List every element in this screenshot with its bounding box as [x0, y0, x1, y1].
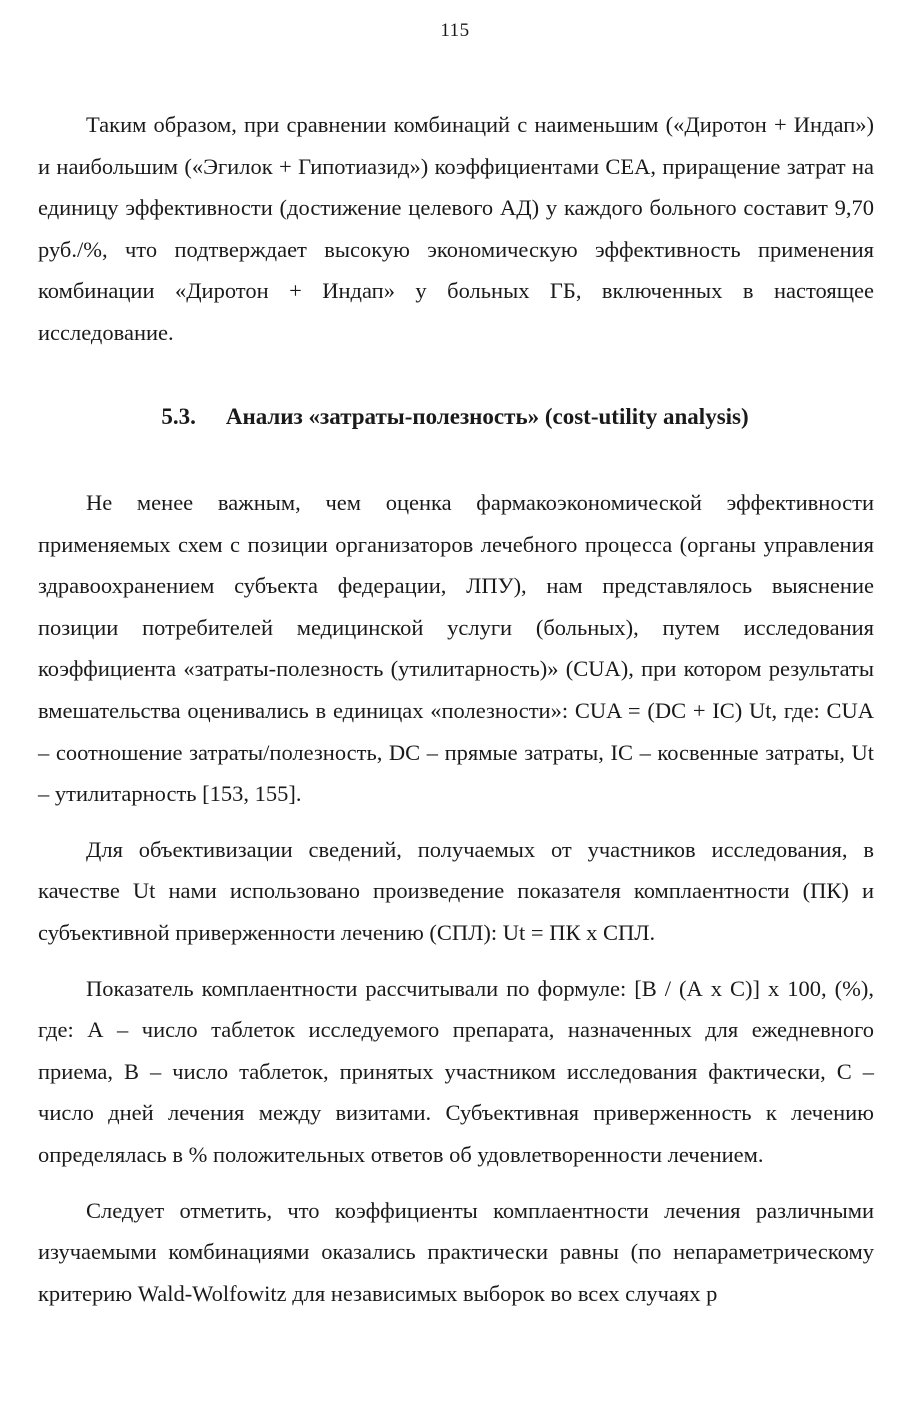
paragraph-conclusion: Таким образом, при сравнении комбинаций с наименьшим («Диротон + Индап») и наибольшим («Эгилок + Гипотиазид») коэффициентами СЕА, приращение затрат на единицу эффективности (достижение целевого АД) у каждого больного составит 9,70 руб./%, что подтверждает высокую экономическую эффективность применения комбинации «Диротон + Индап» у больных ГБ, включенных в настоящее исследование. — [38, 112, 874, 345]
section-number: 5.3. — [161, 404, 196, 429]
body-text-block — [38, 482, 874, 1314]
paragraph-compliance-results: Следует отметить, что коэффициенты комплаентности лечения различными изучаемыми комбинациями оказались практически равны (по непараметрическому критерию Wald-Wolfowitz для независимых выборок во всех случаях р — [38, 1197, 874, 1306]
paragraph-cua-intro: Не менее важным, чем оценка фармакоэкономической эффективности применяемых схем с позиции организаторов лечебного процесса (органы управления здравоохранением субъекта федерации, ЛПУ), нам представлялось выяснение позиции потребителей медицинской услуги (больных), путем исследования коэффициента «затраты-полезность (утилитарность)» (CUA), при котором результаты вмешательства оценивались в единицах «полезности»: CUA = (DC + IC) Ut, где: CUA – соотношение затраты/полезность, DC – прямые затраты, IC – косвенные затраты, Ut – утилитарность [153, 155]. — [38, 490, 874, 807]
page-number: 115 — [440, 20, 470, 41]
paragraph-ut-definition: Для объективизации сведений, получаемых от участников исследования, в качестве Ut нами использовано произведение показателя комплаентности (ПК) и субъективной приверженности лечению (СПЛ): Ut = ПК х СПЛ. — [38, 836, 874, 945]
section-title: Анализ «затраты-полезность» (cost-utility analysis) — [225, 404, 749, 429]
section-heading — [0, 404, 910, 430]
intro-text-block — [38, 104, 874, 354]
paragraph-compliance-formula: Показатель комплаентности рассчитывали по формуле: [В / (А х С)] х 100, (%), где: А – число таблеток исследуемого препарата, назначенных для ежедневного приема, В – число таблеток, принятых участником исследования фактически, С – число дней лечения между визитами. Субъективная приверженность к лечению определялась в % положительных ответов об удовлетворенности лечением. — [38, 975, 874, 1167]
